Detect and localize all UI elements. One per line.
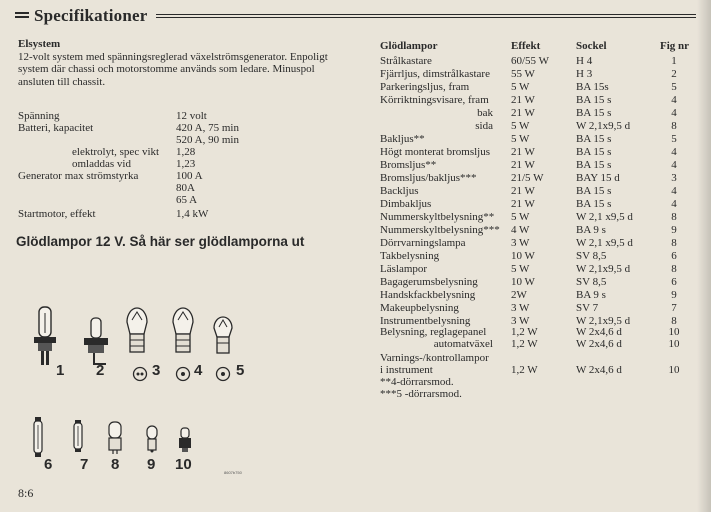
cell-fig: 10 <box>668 338 680 350</box>
spec-value: 65 A <box>176 194 198 206</box>
cell-effect: 21 W <box>511 159 535 171</box>
spec-value: 100 A <box>176 170 203 182</box>
elsystem-heading: Elsystem <box>18 38 61 50</box>
cell-fig: 8 <box>671 315 677 327</box>
figure-number: 2 <box>96 362 105 379</box>
table-row <box>0 211 711 223</box>
cell-socket: BA 15 s <box>576 159 612 171</box>
table-row <box>0 224 711 236</box>
cell-name: Takbelysning <box>380 250 440 262</box>
spec-value: 12 volt <box>176 110 207 122</box>
cell-effect: 21 W <box>511 185 535 197</box>
cell-name: Makeupbelysning <box>380 302 459 314</box>
spec-value: 1,28 <box>176 146 196 158</box>
w2x46d-bulb-figure <box>176 426 194 454</box>
cell-effect: 60/55 W <box>511 55 549 67</box>
table-row <box>0 68 711 80</box>
cell-effect: 2W <box>511 289 527 301</box>
cell-effect: 21 W <box>511 107 535 119</box>
page-title: Specifikationer <box>34 6 148 25</box>
spec-label: elektrolyt, spec vikt <box>72 146 160 158</box>
cell-fig: 7 <box>671 302 677 314</box>
cell-socket: W 2x4,6 d <box>576 326 622 338</box>
cell-name: Körriktningsvisare, fram <box>380 94 489 106</box>
cell-fig: 5 <box>671 133 677 145</box>
cell-socket: BA 15 s <box>576 185 612 197</box>
cell-socket: BA 15 s <box>576 94 612 106</box>
cell-fig: 8 <box>671 263 677 275</box>
cell-name: Varnings-/kontrollampor <box>380 352 489 364</box>
cell-effect: 21 W <box>511 94 535 106</box>
cell-socket: BA 9 s <box>576 289 606 301</box>
cell-fig: 1 <box>671 55 677 67</box>
spec-value: 420 A, 75 min <box>176 122 239 134</box>
cell-effect: 1,2 W <box>511 338 538 350</box>
figure-number: 6 <box>44 456 53 473</box>
cell-socket: W 2,1x9,5 d <box>576 120 631 132</box>
table-row <box>0 198 711 210</box>
col-header-socket: Sockel <box>576 40 607 52</box>
cell-socket: W 2,1x9,5 d <box>576 315 631 327</box>
cell-socket: W 2,1 x9,5 d <box>576 237 633 249</box>
cell-effect: 1,2 W <box>511 364 538 376</box>
table-row <box>0 146 711 158</box>
cell-socket: SV 8,5 <box>576 276 607 288</box>
table-row <box>0 55 711 67</box>
table-row <box>0 250 711 262</box>
cell-name: Fjärrljus, dimstrålkastare <box>380 68 490 80</box>
table-row <box>0 289 711 301</box>
figure-number: 1 <box>56 362 65 379</box>
cell-name: Belysning, reglagepanel <box>380 326 487 338</box>
cell-socket: SV 8,5 <box>576 250 607 262</box>
cell-socket: H 4 <box>576 55 593 67</box>
cell-name: i instrument <box>380 364 433 376</box>
col-header-name: Glödlampor <box>380 40 438 52</box>
cell-fig: 5 <box>671 81 677 93</box>
figure-code: 8607b750 <box>224 470 242 475</box>
footnote: **4-dörrarsmod. <box>380 376 454 388</box>
cell-effect: 5 W <box>511 81 530 93</box>
cell-socket: BA 9 s <box>576 224 606 236</box>
cell-name: Parkeringsljus, fram <box>380 81 470 93</box>
cell-name: sida <box>475 120 493 132</box>
cell-effect: 1,2 W <box>511 326 538 338</box>
col-header-effect: Effekt <box>511 40 541 52</box>
cell-name: bak <box>477 107 493 119</box>
table-row <box>0 263 711 275</box>
figure-number: 9 <box>147 456 156 473</box>
cell-fig: 8 <box>671 237 677 249</box>
cell-fig: 6 <box>671 250 677 262</box>
cell-effect: 4 W <box>511 224 530 236</box>
cell-name: Läslampor <box>380 263 428 275</box>
cell-fig: 9 <box>671 289 677 301</box>
table-row <box>0 338 711 350</box>
cell-fig: 4 <box>671 198 677 210</box>
cell-effect: 3 W <box>511 302 530 314</box>
cell-socket: BAY 15 d <box>576 172 620 184</box>
cell-name: Bakljus** <box>380 133 425 145</box>
ba9s-bulb-figure <box>144 424 160 454</box>
table-row <box>0 120 711 132</box>
table-row <box>0 133 711 145</box>
cell-socket: BA 15 s <box>576 146 612 158</box>
cell-fig: 10 <box>668 364 680 376</box>
sv7-festoon-figure <box>72 418 84 454</box>
table-row <box>0 107 711 119</box>
elsystem-line: ansluten till chassit. <box>18 75 106 88</box>
spec-label: Generator max strömstyrka <box>18 170 139 182</box>
cell-name: Bagagerumsbelysning <box>380 276 478 288</box>
cell-fig: 4 <box>671 185 677 197</box>
spec-label: Spänning <box>18 110 60 122</box>
table-row <box>0 326 711 338</box>
cell-name: Dimbakljus <box>380 198 432 210</box>
cell-name: Dörrvarningslampa <box>380 237 466 249</box>
table-row <box>0 276 711 288</box>
cell-socket: W 2x4,6 d <box>576 338 622 350</box>
w21-wedge-bulb-figure <box>106 420 124 456</box>
table-row <box>0 172 711 184</box>
cell-name: Handskfackbelysning <box>380 289 476 301</box>
spec-value: 80A <box>176 182 195 194</box>
table-row <box>0 302 711 314</box>
figure-number: 10 <box>175 456 192 473</box>
figure-number: 4 <box>194 362 203 379</box>
elsystem-line: 12-volt system med spänningsreglerad växelströmsgenerator. Enpoligt <box>18 51 328 63</box>
lamps-heading: Glödlampor 12 V. Så här ser glödlamporna ut <box>16 234 305 249</box>
table-row <box>0 81 711 93</box>
cell-effect: 3 W <box>511 315 530 327</box>
elsystem-line: system där chassi och motorstomme används som ledare. Minuspol <box>18 63 315 76</box>
table-row <box>0 159 711 171</box>
cell-fig: 3 <box>671 172 677 184</box>
sv85-festoon-figure <box>32 415 44 459</box>
cell-effect: 5 W <box>511 133 530 145</box>
cell-effect: 55 W <box>511 68 535 80</box>
header-bar-mark <box>15 12 29 14</box>
cell-socket: BA 15s <box>576 81 609 93</box>
cell-effect: 5 W <box>511 263 530 275</box>
footnote: ***5 -dörrarsmod. <box>380 388 462 400</box>
cell-name: Backljus <box>380 185 419 197</box>
cell-name: Instrumentbelysning <box>380 315 471 327</box>
table-row <box>0 94 711 106</box>
cell-fig: 10 <box>668 326 680 338</box>
cell-fig: 2 <box>671 68 677 80</box>
cell-effect: 5 W <box>511 120 530 132</box>
cell-fig: 8 <box>671 120 677 132</box>
cell-fig: 4 <box>671 159 677 171</box>
cell-effect: 5 W <box>511 211 530 223</box>
cell-name: Nummerskyltbelysning** <box>380 211 495 223</box>
cell-socket: H 3 <box>576 68 593 80</box>
spec-label: Startmotor, effekt <box>18 208 96 220</box>
table-row <box>0 352 711 364</box>
spec-label: Batteri, kapacitet <box>18 122 94 134</box>
cell-fig: 9 <box>671 224 677 236</box>
cell-name: Bromsljus/bakljus*** <box>380 172 477 184</box>
table-row <box>0 185 711 197</box>
cell-effect: 21/5 W <box>511 172 544 184</box>
cell-socket: SV 7 <box>576 302 599 314</box>
header-rule <box>156 14 696 15</box>
spec-label: omladdas vid <box>72 158 131 170</box>
page-number: 8:6 <box>18 486 34 500</box>
cell-name: Strålkastare <box>380 55 432 67</box>
cell-effect: 21 W <box>511 146 535 158</box>
figure-number: 3 <box>152 362 161 379</box>
cell-effect: 21 W <box>511 198 535 210</box>
cell-name: Högt monterat bromsljus <box>380 146 490 158</box>
table-row <box>0 364 711 376</box>
cell-name: Nummerskyltbelysning*** <box>380 224 500 236</box>
cell-fig: 6 <box>671 276 677 288</box>
page-edge-shadow <box>697 0 711 512</box>
col-header-fig: Fig nr <box>660 40 690 52</box>
table-row <box>0 237 711 249</box>
spec-value: 520 A, 90 min <box>176 134 239 146</box>
spec-value: 1,4 kW <box>176 208 209 220</box>
cell-name: automatväxel <box>433 338 493 350</box>
cell-fig: 8 <box>671 211 677 223</box>
cell-fig: 4 <box>671 94 677 106</box>
cell-socket: BA 15 s <box>576 107 612 119</box>
cell-name: Bromsljus** <box>380 159 437 171</box>
spec-value: 1,23 <box>176 158 196 170</box>
figure-number: 8 <box>111 456 120 473</box>
cell-socket: W 2,1x9,5 d <box>576 263 631 275</box>
figure-number: 5 <box>236 362 245 379</box>
cell-socket: W 2,1 x9,5 d <box>576 211 633 223</box>
cell-fig: 4 <box>671 107 677 119</box>
cell-socket: W 2x4,6 d <box>576 364 622 376</box>
cell-effect: 3 W <box>511 237 530 249</box>
cell-socket: BA 15 s <box>576 133 612 145</box>
cell-fig: 4 <box>671 146 677 158</box>
cell-effect: 10 W <box>511 250 535 262</box>
figure-number: 7 <box>80 456 89 473</box>
cell-socket: BA 15 s <box>576 198 612 210</box>
cell-effect: 10 W <box>511 276 535 288</box>
